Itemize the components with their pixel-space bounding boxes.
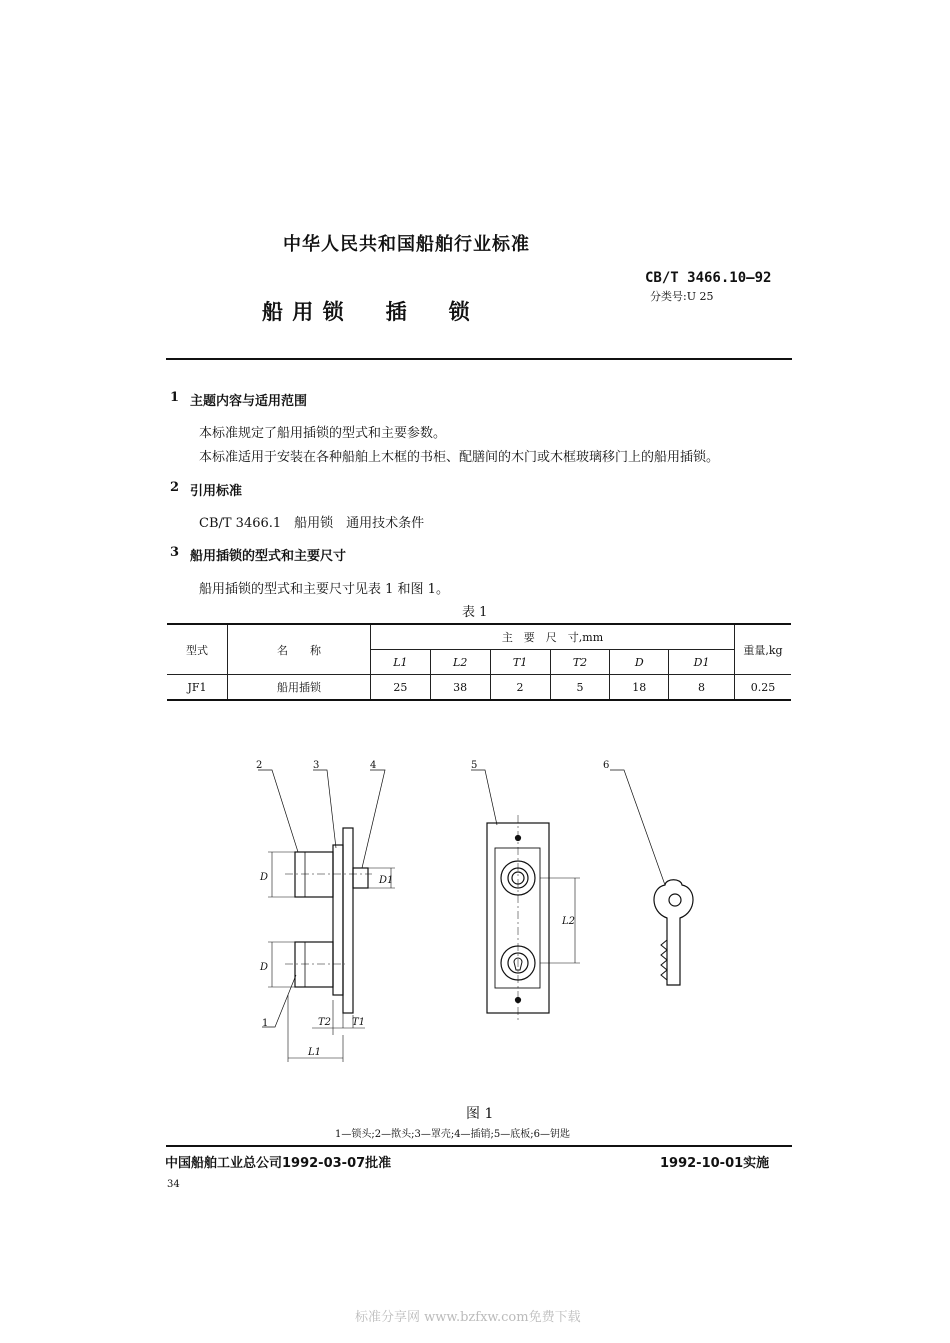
section-2-title: 引用标准 (190, 484, 243, 499)
cell-l2: 38 (430, 675, 490, 701)
key-outline (654, 880, 693, 985)
dim-header-t2: T2 (550, 650, 610, 675)
cover-plate (343, 828, 353, 1013)
approval-text: 中国船舶工业总公司1992-03-07批准 (165, 1156, 392, 1171)
header-dims-group: 主 要 尺 寸,mm (371, 624, 735, 650)
latch-bolt (353, 868, 368, 888)
dim-label-d-upper: D (260, 872, 269, 883)
cell-weight: 0.25 (735, 675, 792, 701)
inner-plate (333, 845, 343, 995)
dim-header-l1: L1 (371, 650, 431, 675)
dim-label-l1: L1 (308, 1047, 322, 1058)
table-caption: 表 1 (462, 605, 488, 620)
section-1-para-2: 本标准适用于安装在各种船舶上木框的书柜、配膳间的木门或木框玻璃移门上的船用插锁。 (199, 450, 720, 465)
standard-number: CB/T 3466.10—92 (645, 270, 772, 286)
dim-header-t1: T1 (490, 650, 550, 675)
dim-label-l2: L2 (562, 916, 576, 927)
cell-d1: 8 (669, 675, 735, 701)
effective-date: 1992-10-01实施 (660, 1156, 770, 1171)
section-3-title: 船用插锁的型式和主要尺寸 (190, 549, 347, 564)
section-3-para-1: 船用插锁的型式和主要尺寸见表 1 和图 1。 (199, 582, 449, 597)
dim-label-t2: T2 (318, 1017, 332, 1028)
dim-label-d-lower: D (260, 962, 269, 973)
org-title: 中华人民共和国船舶行业标准 (283, 234, 530, 255)
callout-6: 6 (603, 760, 610, 771)
cell-t2: 5 (550, 675, 610, 701)
section-2-number: 2 (170, 480, 180, 495)
key-drawing (610, 770, 693, 985)
footer-rule (166, 1145, 792, 1147)
dim-label-t1: T1 (352, 1017, 366, 1028)
callout-5: 5 (471, 760, 478, 771)
page-number: 34 (167, 1179, 180, 1190)
watermark: 标准分享网 www.bzfxw.com免费下载 (355, 1310, 581, 1325)
section-1-para-1: 本标准规定了船用插锁的型式和主要参数。 (199, 426, 447, 441)
dim-label-d1: D1 (379, 875, 394, 886)
cell-l1: 25 (371, 675, 431, 701)
front-view (471, 770, 580, 1020)
cell-d: 18 (610, 675, 669, 701)
callout-1: 1 (262, 1018, 269, 1029)
dim-header-l2: L2 (430, 650, 490, 675)
cell-t1: 2 (490, 675, 550, 701)
callout-2: 2 (256, 760, 263, 771)
callout-4: 4 (370, 760, 377, 771)
section-1-number: 1 (170, 390, 180, 405)
standard-title: 船 用 锁 插 锁 (262, 300, 470, 324)
header-name: 名 称 (228, 624, 371, 675)
section-3-number: 3 (170, 545, 180, 560)
section-1-title: 主题内容与适用范围 (190, 394, 308, 409)
cell-name: 船用插锁 (228, 675, 371, 701)
section-2-para-1: CB/T 3466.1 船用锁 通用技术条件 (199, 516, 425, 531)
dim-header-d: D (610, 650, 669, 675)
push-head (295, 852, 333, 897)
header-weight: 重量,kg (735, 624, 792, 675)
cell-type: JF1 (167, 675, 228, 701)
header-type: 型式 (167, 624, 228, 675)
figure-legend: 1—锁头;2—揿头;3—罩壳;4—插销;5—底板;6—钥匙 (335, 1129, 571, 1140)
figure-label: 图 1 (466, 1106, 494, 1122)
dim-header-d1: D1 (669, 650, 735, 675)
lock-cylinder (295, 942, 333, 987)
callout-3: 3 (313, 760, 320, 771)
classification-code: 分类号:U 25 (650, 290, 714, 303)
